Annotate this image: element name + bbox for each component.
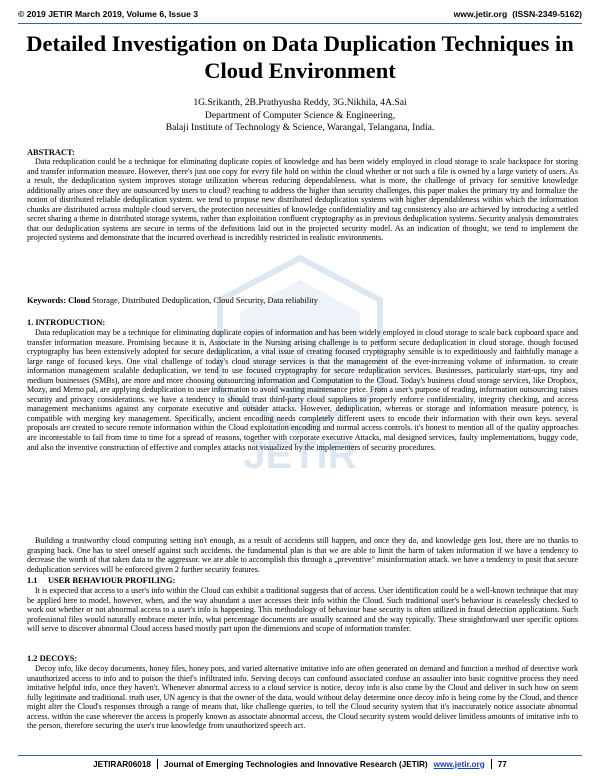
keywords-label: Keywords: (27, 296, 67, 305)
affiliation-department: Department of Computer Science & Engineering, (204, 110, 396, 121)
footer-journal-name: Journal of Emerging Technologies and Innovative Research (JETIR) (163, 759, 428, 769)
section-1-1-heading: 1.1 USER BEHAVIOUR PROFILING: (27, 576, 176, 585)
header-site-link[interactable]: www.jetir.org (453, 9, 508, 19)
footer-site-link[interactable]: www.jetir.org (433, 759, 485, 769)
keywords-first: Cloud (68, 296, 91, 305)
introduction-heading: 1. INTRODUCTION: (27, 318, 106, 327)
footer-separator (491, 759, 492, 769)
page-footer (18, 757, 582, 771)
page-header (18, 5, 582, 23)
introduction-paragraph-2: Building a trustworthy cloud computing setting isn't enough, as a result of accidents still happen, and once they do, and knowledge gets lost, there are no thanks to grasping back. One has to steel oneself against such accidents. the fundamental plan is that we are able to limit the harm of taken information if we have a tendency to decrease the worth of that taken data to the aggressor. we are able to accomplish this through a „preventive" misinformation attack. we have a tendency to posit that secure deduplication services will be enforced given 2 further security features. (27, 536, 578, 574)
header-issn: (ISSN-2349-5162) (512, 9, 582, 19)
affiliation-institute: Balaji Institute of Technology & Science, Warangal, Telangana, India. (165, 122, 435, 133)
section-1-1-text: It is expected that access to a user's info within the Cloud can exhibit a traditional suggests that of access. User identification could be a well-known technique that may be applied here to model, however, when, and the way abundant a user accesses their info within the Cloud. Such traditional user's behaviour is ceaselessly checked to work out whether or not abnormal access to a user's info is happening. This methodology of behaviour base security is often utilized in fraud detection applications. Such professional files would naturally embrace meter info, what percentage documents are usually scanned and the way typically. These straightforward user specific options will serve to discover abnormal Cloud access based mostly part upon the dimensions and scope of information transfer. (27, 586, 578, 634)
keywords-line (27, 296, 578, 306)
footer-divider (18, 755, 582, 756)
watermark-text: JETIR (243, 433, 357, 477)
introduction-paragraph-1: Data reduplication may be a technique for eliminating duplicate copies of information and has been widely employed in cloud storage to scale back cupboard space and transfer information measure. Promising because it is, Associate in the Nursing arising challenge is to perform secure deduplication in cloud storage. though focused cryptography has been extensively adopted for secure deduplication, a vital issue of creating focused cryptography sensible is to expeditiously and faithfully manage a large range of focused keys. One vital challenge of today's cloud storage services is that the management of the ever-increasing volume of information. to create information management scalable deduplication, we tend to use focused cryptography for secure reduplication services. Businesses, particularly start-ups, tiny and medium businesses (SMBs), are more and more choosing outsourcing information and Computation to the Cloud. Today's business cloud storage services, like Dropbox, Mozy, and Memo pal, are applying deduplication to user information to avoid wasting maintenance price. From a user's purpose of reading, information outsourcing raises security and privacy considerations. we have a tendency to should trust third-party cloud suppliers to properly enforce confidentiality, integrity checking, and access management mechanisms against any corporate executive and outsider attacks. However, deduplication, whereas or storage and information measure potency, is compatible with merging key management. Specifically, ancient encoding needs completely different users to encode their information with their own keys. several proposals are created to secure remote information within the Cloud exploitation encoding and normal access controls. it's honest to mention all of the quality approaches are incontestable to fail from time to time for a spread of reasons, together with corporate executive Attacks, mal designed services, faulty implementations, buggy code, and also the inventive construction of effective and complex attacks not visualized by the implementers of security procedures. (27, 328, 578, 452)
header-right (454, 9, 582, 19)
paper-authors: 1G.Srikanth, 2B.Prathyusha Reddy, 3G.Nikhila, 4A.Sai (193, 97, 407, 108)
header-issue-info: © 2019 JETIR March 2019, Volume 6, Issue 3 (18, 9, 199, 19)
abstract-text: Data reduplication could be a technique for eliminating duplicate copies of knowledge and has been widely employed in cloud storage to scale backspace for storing and transfer information measure. However, there's just one copy for every file hold on within the cloud whether or not such a file is owned by a large variety of users. As a result, the deduplication system improves storage utilization whereas reducing dependableness. what is more, the challenge of privacy for sensitive knowledge additionally arises once they are outsourced by users to cloud? reaching to address the higher than security challenges, this paper makes the primary try and formalize the notion of distributed reliable deduplication system. we tend to propose new distributed deduplication systems with higher dependableness within which the information chunks are distributed across multiple cloud servers, the protection necessities of knowledge confidentiality and tag consistency also are achieved by introducing a settled secret sharing a theme in distributed storage systems, rather than exploitation confluent cryptography as in previous deduplication systems. Security analysis demonstrates that our deduplication systems are secure in terms of the definitions laid out in the projected security model. As an indication of thought, we tend to implement the projected systems and demonstrate that the incurred overhead is incredibly restricted in realistic environments. (27, 157, 578, 243)
paper-title: Detailed Investigation on Data Duplication Techniques in Cloud Environment (26, 31, 574, 83)
footer-paper-code: JETIRAR06018 (93, 759, 151, 769)
header-divider (18, 23, 582, 24)
footer-separator (157, 759, 158, 769)
section-1-2-heading: 1.2 DECOYS: (27, 654, 78, 663)
keywords-list: Storage, Distributed Deduplication, Cloud Security, Data reliability (92, 296, 318, 305)
abstract-heading: ABSTRACT: (27, 148, 75, 157)
section-1-2-text: Decoy info, like decoy documents, honey files, honey pots, and varied alternative imitative info are often generated on demand and function a method of detective work unauthorized access to info and to poison the thief's infiltrated info. Serving decoys can confound associated confuse an assaulter into basic cognitive process they need imitative helpful info, once they haven't. Whenever abnormal access to a cloud service is notice, decoy info is also come by the Cloud and deliver in such how on seem fully legitimate and traditional. truth user, UN agency is that the owner of the data, would without delay determine once decoy info is being come by the Cloud, and thence might alter the Cloud's responses through a range of means that, like challenge queries, to tell the Cloud security system that it's inaccurately notice associate abnormal access. within the case wherever the access is properly known as associate abnormal access, the Cloud security system would deliver limitless amounts of imitative info to the person, therefore securing the user's true knowledge from unauthorized speech act. (27, 664, 578, 731)
footer-page-number: 77 (497, 759, 507, 769)
